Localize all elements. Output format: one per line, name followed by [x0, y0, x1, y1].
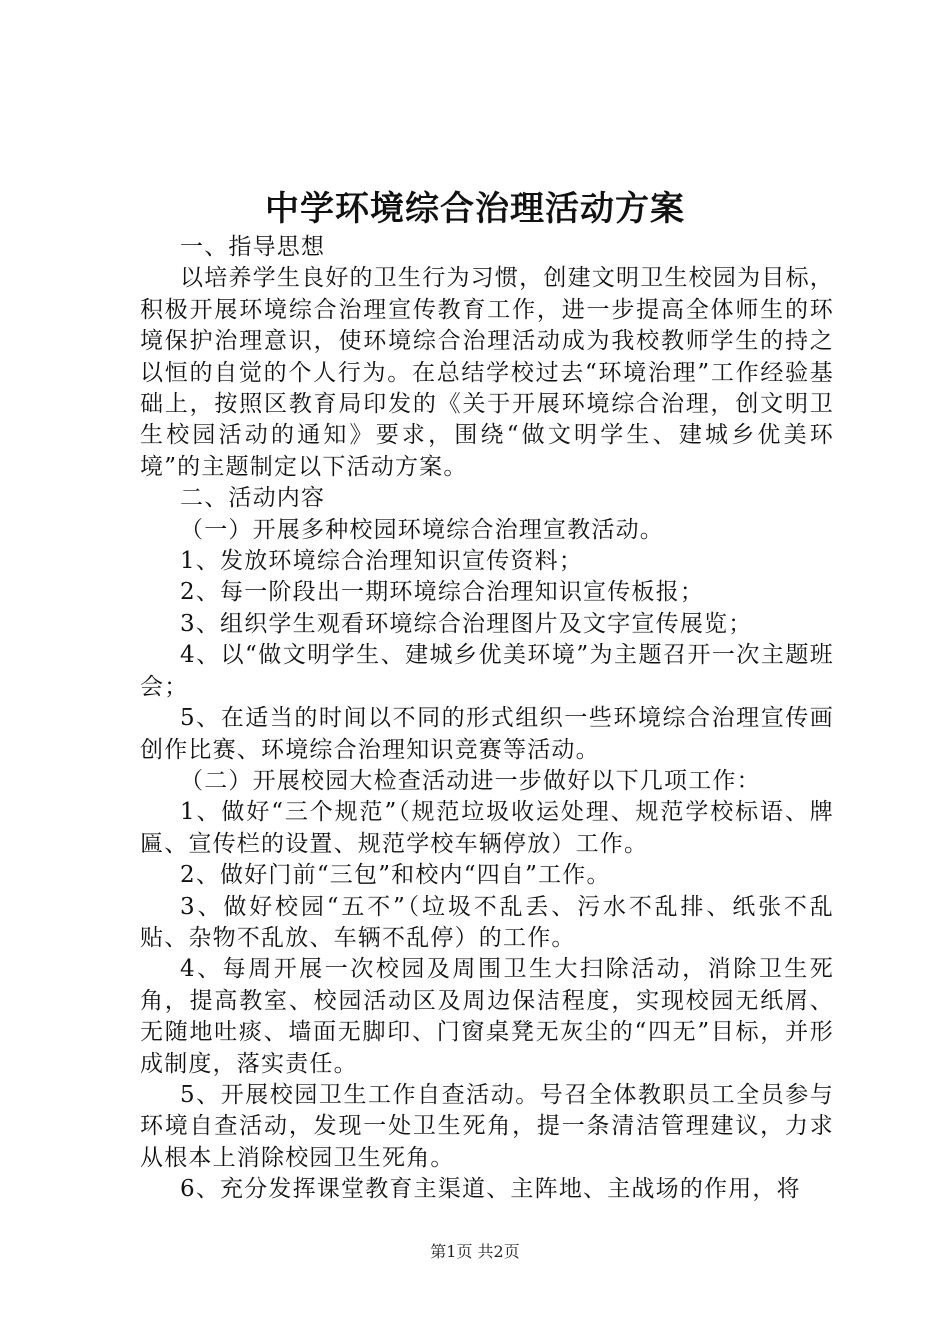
page-footer: 第1页 共2页: [430, 1242, 520, 1261]
list-item: 3、做好校园“五不”（垃圾不乱丢、污水不乱排、纸张不乱贴、杂物不乱放、车辆不乱停）的工作。: [140, 893, 834, 951]
paragraph: 以培养学生良好的卫生行为习惯，创建文明卫生校园为目标，积极开展环境综合治理宣传教育工作，进一步提高全体师生的环境保护治理意识，使环境综合治理活动成为我校教师学生的持之以恒的自觉的个人行为。在总结学校过去“环境治理”工作经验基础上，按照区教育局印发的《关于开展环境综合治理，创文明卫生校园活动的通知》要求，围绕“做文明学生、建城乡优美环境”的主题制定以下活动方案。: [140, 265, 834, 480]
list-item: 5、开展校园卫生工作自查活动。号召全体教职员工全员参与环境自查活动，发现一处卫生死角，提一条清洁管理建议，力求从根本上消除校园卫生死角。: [140, 1081, 834, 1171]
subsection-heading: （二）开展校园大检查活动进一步做好以下几项工作：: [180, 767, 761, 794]
list-item: 1、做好“三个规范”（规范垃圾收运处理、规范学校标语、牌匾、宣传栏的设置、规范学校车辆停放）工作。: [140, 799, 834, 857]
document-body: [140, 232, 834, 1206]
list-item: 4、以“做文明学生、建城乡优美环境”为主题召开一次主题班会；: [140, 642, 834, 700]
list-item: 5、在适当的时间以不同的形式组织一些环境综合治理宣传画创作比赛、环境综合治理知识竞赛等活动。: [140, 705, 834, 763]
list-item: 6、充分发挥课堂教育主渠道、主阵地、主战场的作用，将: [180, 1176, 801, 1203]
list-item: 2、做好门前“三包”和校内“四自”工作。: [180, 862, 611, 889]
section-heading: 一、指导思想: [180, 234, 326, 260]
section-heading: 二、活动内容: [180, 485, 326, 512]
list-item: 3、组织学生观看环境综合治理图片及文字宣传展览；: [180, 610, 753, 637]
document-title: 中学环境综合治理活动方案: [265, 189, 685, 229]
list-item: 4、每周开展一次校园及周围卫生大扫除活动，消除卫生死角，提高教室、校园活动区及周边保洁程度，实现校园无纸屑、无随地吐痰、墙面无脚印、门窗桌凳无灰尘的“四无”目标，并形成制度，落实责任。: [140, 956, 834, 1077]
list-item: 1、发放环境综合治理知识宣传资料；: [180, 548, 584, 575]
list-item: 2、每一阶段出一期环境综合治理知识宣传板报；: [180, 579, 705, 606]
subsection-heading: （一）开展多种校园环境综合治理宣教活动。: [180, 516, 664, 543]
